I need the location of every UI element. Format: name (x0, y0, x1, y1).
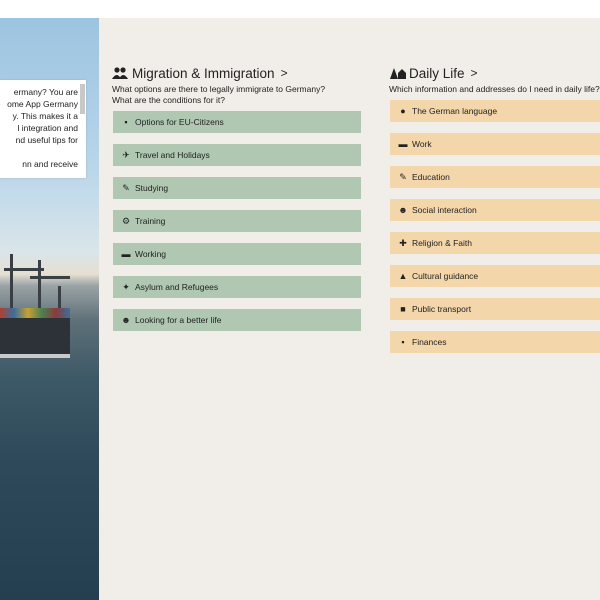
hero-harbour-image (0, 18, 99, 600)
daily-item-public-transport[interactable] (390, 298, 600, 320)
migration-item-better-life[interactable] (113, 309, 361, 331)
people-icon: ☻ (398, 205, 408, 215)
briefcase-icon: ▬ (121, 249, 131, 259)
refugee-icon: ✦ (122, 281, 130, 292)
migration-section (112, 64, 372, 106)
intro-line: ermany? You are (13, 87, 78, 97)
daily-item-cultural-guidance[interactable] (390, 265, 600, 287)
migration-item-label: Looking for a better life (135, 315, 222, 325)
intro-scrollbar[interactable] (80, 84, 85, 114)
daily-item-german-language[interactable] (390, 100, 600, 122)
migration-title: Migration & Immigration (132, 65, 275, 81)
daily-item-label: Public transport (412, 304, 472, 314)
migration-header[interactable] (112, 64, 372, 82)
daily-item-finances[interactable] (390, 331, 600, 353)
migration-item-training[interactable] (113, 210, 361, 232)
migration-item-label: Training (135, 216, 166, 226)
daily-item-label: Finances (412, 337, 447, 347)
crane-graphic (30, 276, 70, 279)
training-icon: ⚙ (121, 215, 131, 226)
daily-item-social-interaction[interactable] (390, 199, 600, 221)
ship-waterline (0, 354, 70, 358)
crane-graphic (10, 254, 13, 314)
chevron-right-icon: > (470, 66, 478, 80)
travel-icon: ✈ (122, 149, 130, 160)
migration-item-label: Travel and Holidays (135, 150, 210, 160)
migration-item-label: Asylum and Refugees (135, 282, 219, 292)
intro-line: l integration and (17, 123, 78, 133)
daily-life-header[interactable] (389, 64, 600, 82)
daily-item-work[interactable] (390, 133, 600, 155)
people-icon: ☻ (121, 315, 131, 325)
migration-item-label: Studying (135, 183, 169, 193)
migration-item-label: Working (135, 249, 167, 259)
bus-icon: ■ (400, 304, 406, 314)
money-icon: ▪ (401, 337, 405, 347)
migration-item-working[interactable] (113, 243, 361, 265)
culture-icon: ▲ (398, 271, 408, 281)
intro-line: y. This makes it a (12, 111, 78, 121)
people-icon (112, 66, 128, 80)
chevron-right-icon: > (280, 66, 288, 80)
daily-item-label: Education (412, 172, 450, 182)
intro-text-card (0, 80, 86, 178)
intro-line: nd useful tips for (15, 135, 78, 145)
daily-life-title: Daily Life (409, 65, 465, 81)
ship-hull (0, 318, 70, 358)
daily-item-label: Work (412, 139, 432, 149)
migration-subtitle-line: What options are there to legally immigrate to Germany? (112, 84, 326, 94)
daily-life-icon (389, 66, 405, 80)
intro-line: ome App Germany (7, 99, 78, 109)
intro-line: nn and receive (22, 159, 78, 169)
intro-text (0, 80, 86, 170)
faith-icon: ✚ (399, 237, 407, 248)
daily-item-label: Social interaction (412, 205, 477, 215)
daily-item-label: The German language (412, 106, 498, 116)
eu-card-icon: ▪ (124, 117, 128, 127)
main-content (99, 18, 600, 600)
speech-icon: ● (400, 106, 406, 116)
migration-item-asylum[interactable] (113, 276, 361, 298)
migration-item-eu-citizens[interactable] (113, 111, 361, 133)
migration-item-travel[interactable] (113, 144, 361, 166)
migration-item-label: Options for EU-Citizens (135, 117, 224, 127)
study-icon: ✎ (122, 182, 130, 193)
graduation-icon: ✎ (399, 171, 407, 182)
migration-subtitle (112, 84, 372, 106)
migration-subtitle-line: What are the conditions for it? (112, 95, 225, 105)
daily-item-religion-faith[interactable] (390, 232, 600, 254)
daily-life-section (389, 64, 600, 95)
daily-item-education[interactable] (390, 166, 600, 188)
daily-item-label: Cultural guidance (412, 271, 479, 281)
migration-item-studying[interactable] (113, 177, 361, 199)
daily-life-subtitle: Which information and addresses do I need in daily life? (389, 84, 600, 94)
briefcase-icon: ▬ (398, 139, 408, 149)
daily-item-label: Religion & Faith (412, 238, 473, 248)
